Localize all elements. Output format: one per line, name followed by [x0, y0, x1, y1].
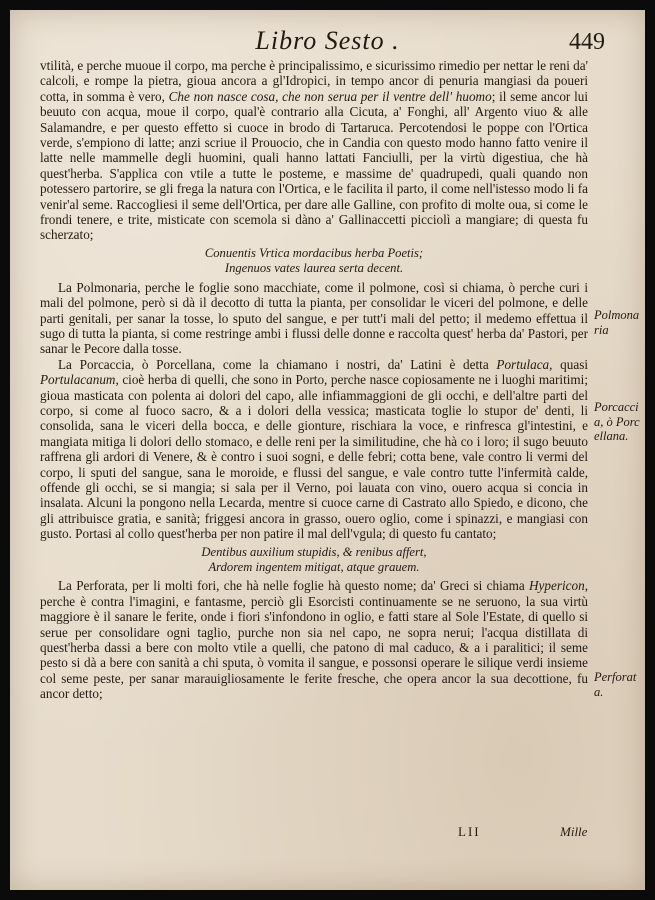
signature-mark: LII	[458, 824, 481, 839]
italic-term: Portulacanum	[40, 372, 116, 388]
sidenote-perforata: Perforata.	[594, 670, 637, 699]
running-title: Libro Sesto .	[255, 26, 400, 55]
verse-line: Dentibus auxilium stupidis, & renibus affert,	[201, 544, 427, 559]
paragraph-text: ; il seme ancor lui beuuto con acqua, moue il corpo, qual'è contrario alla Cicuta, a' Fonghi, all' Argento viuo & alle Salamandre, e per questo effetto si cuoce in brodo di Tartaruca. Percotendosi le poppe con l'Ortica verde, s'empiono di latte; anzi scriue il Prouocio, che in Candia con questo modo hanno fatto venire il latte nelle mammelle degli huomini, quali hanno lattati Fanciulli, per la virtù digestiua, che hà quest'herba. S'applica con vtile a tutte le posteme, e massime de' quadrupedi, quali quando non potessero partorire, se gli frega la natura con l'Ortica, e le facilita il parto, il come nell'istesso modo li fa venir'al seme. Raccogliesi il seme dell'Ortica, per dare alle Galline, con profito di molte oua, si come le frondi tenere, e trite, misticate con scemola si dàno a' Gallinaccetti picciolì a mangiare; di questa fu scherzato;	[40, 88, 588, 243]
sidenote-porcaccia: Porcaccia, ò Porcellana.	[594, 400, 640, 443]
italic-term: Hypericon	[529, 578, 585, 594]
paragraph-text: La Porcaccia, ò Porcellana, come la chiamano i nostri, da' Latini è detta	[58, 356, 497, 372]
paragraph-text: , perche è contra l'imagini, e fantasme, perciò gli Esorcisti continuamente se ne seruono, la sua virtù maggiore è il sanare le ferite, onde i fiori s'infondono in oglio, e fatti stare al Sole l'Estate, di quello si serue per consolidare ogni taglio, purche non sia nel capo, ne sopra nerui; l'acqua distillata di quest'herba dassi a bere con molto vtile a quelli, che patono di mal caduco, & a i paralitici; il seme pesto si dà a bere con sanità a chi sputa, ò vomita il sangue, e possonsi operare le silique verdi insieme col seme peste, per sanar marauigliosamente le ferite fresche, che opera ancor la sua decottione, fu ancor detto;	[40, 578, 588, 702]
paragraph-text: , cioè herba di quelli, che sono in Porto, perche nasce copiosamente ne i luoghi maritimi; gioua masticata con polenta ai dolori del capo, alle infiammaggioni de gli occhi, e dell'altre parti del corpo, si come al fuoco sacro, & a i dolori della vessica; masticata toglie lo stupor de' denti, li consolida, sana le viceri della bocca, e delle gionture, rischiara la voce, e rinfresca gl'intestini, e mangiata mitiga li dolori dello stomaco, e delle reni per la similitudine, che hà co i loro; il sugo beuuto raffrena gli ardori di Venere, & è contro i suoi sogni, e delle febri; cotta bene, vale contro li vermi del corpo, li sputi del sangue, sana le moroide, e flussi del sangue, e vale contro tutte l'infermità calde, offende gli occhi, se si mangia; si sala per il Verno, poi lauata con vino, ouero acqua si concia in insalata. Alcuni la pongono nella Lecarda, mentre si cuoce carne di Castrato allo Spiedo, e dicono, che gli attribuisce gratia, e sanità; friggesi ancora in grasso, ouero oglio, come i spinazzi, e mangiasi con gusto. Portasi al collo quest'herba per non patire il mal dell'vgula; di questo fu cantato;	[40, 372, 588, 542]
italic-term: Portulaca	[496, 356, 550, 372]
verse-line: Ingenuos vates laurea serta decent.	[224, 261, 404, 276]
verse-line: Ardorem ingentem mitigat, atque grauem.	[208, 560, 420, 574]
catchword: Mille	[560, 824, 588, 839]
paragraph-porcaccia	[40, 357, 588, 542]
verse-porcaccia	[40, 545, 588, 576]
page-number: 449	[569, 29, 605, 55]
sidenote-polmonaria: Polmonaria	[594, 308, 640, 337]
paragraph-perforata	[40, 578, 588, 701]
verse-ortica	[40, 246, 588, 277]
paragraph-text: , quasi	[549, 356, 589, 372]
page-header	[10, 26, 645, 56]
book-page	[10, 10, 645, 890]
paragraph-text: vtilità, e perche muoue il corpo, ma perche è principalissimo, e sicurissimo rimedio per nettar le reni da' calcoli, e rompe la pietra, gioua ancora a gl'Idropici, in tempo ancor di penuria mangiasi da poueri cotta, in somma è vero,	[40, 58, 589, 104]
paragraph-ortica	[40, 58, 588, 243]
verse-line: Conuentis Vrtica mordacibus herba Poetis;	[204, 245, 424, 260]
page-footer	[10, 824, 645, 848]
paragraph-polmonaria: La Polmonaria, perche le foglie sono macchiate, come il polmone, così si chiama, ò perche curi i mali del polmone, però si dà il decotto di tutta la pianta, per consolidar le viceri del polmone, e delle parti genitali, per sanar la tosse, lo sputo del sangue, e per tutt'i mali del petto; il medemo effettua il sugo di tutta la pianta, si come restringe ambi i flussi delle donne e raccolta quest' herba da' Pastori, per sanar le Pecore dalla tosse.	[40, 279, 588, 357]
body-text	[40, 58, 588, 702]
paragraph-text: La Perforata, per li molti fori, che hà nelle foglie hà questo nome; da' Greci si chiama	[58, 578, 530, 594]
italic-quote: Che non nasce cosa, che non serua per il ventre dell' huomo	[168, 88, 492, 104]
